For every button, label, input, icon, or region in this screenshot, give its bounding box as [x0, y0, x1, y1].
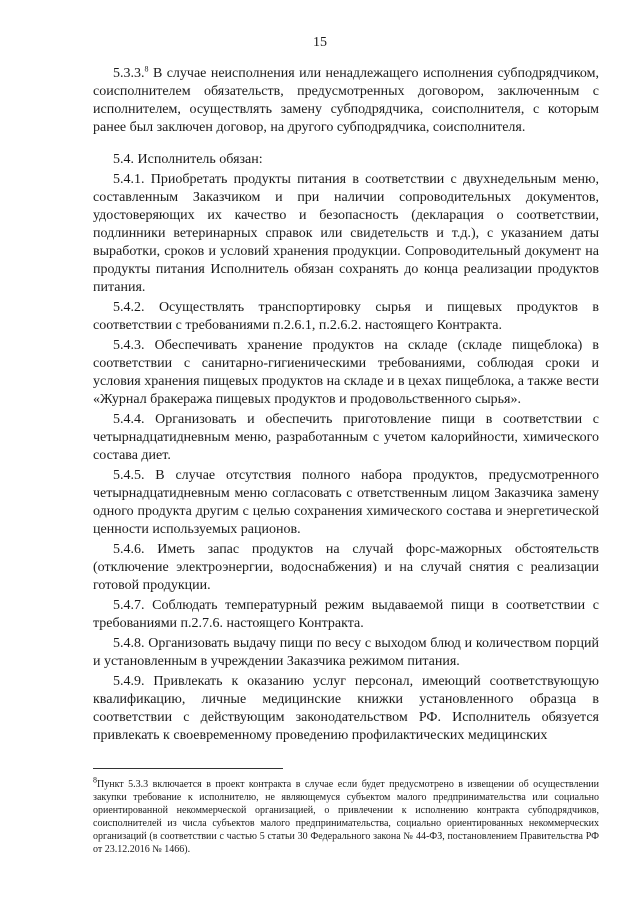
clause-5-4-3: 5.4.3. Обеспечивать хранение продуктов на складе (складе пищеблока) в соответствии с санитарно-гигиеническими требованиями, соблюдая сроки и условия хранения пищевых продуктов на складе и в цехах пищеблока, а также вести «Журнал бракеража пищевых продуктов и продовольственного сырья». — [93, 338, 599, 407]
footnote-mark: 8 — [93, 775, 97, 785]
clause-5-4-4: 5.4.4. Организовать и обеспечить приготовление пищи в соответствии с четырнадцатидневным меню, разработанным с учетом калорийности, химического состава диет. — [93, 412, 599, 463]
footnote — [93, 775, 599, 856]
clause-5-3-3 — [93, 65, 599, 137]
page-number: 15 — [313, 35, 327, 50]
clause-5-4-7: 5.4.7. Соблюдать температурный режим выдаваемой пищи в соответствии с требованиями п.2.7.6. настоящего Контракта. — [93, 598, 599, 631]
clause-5-4-9: 5.4.9. Привлекать к оказанию услуг персонал, имеющий соответствующую квалификацию, личные медицинские книжки установленного образца в соответствии с действующим законодательством РФ. Исполнитель обязуется привлекать к своевременному проведению профилактических медицинских — [93, 674, 599, 743]
paragraph-gap — [93, 137, 599, 151]
clause-text: В случае неисполнения или ненадлежащего исполнения субподрядчиком, соисполнителем обязательств, предусмотренных договором, заключенным с исполнителем, осуществлять замену субподрядчика, соисполнителя, с которым ранее был заключен договор, на другого субподрядчика, соисполнителя. — [93, 66, 599, 135]
footnote-text: Пункт 5.3.3 включается в проект контракта в случае если будет предусмотрено в извещении об осуществлении закупки требование к исполнителю, не являющемуся субъектом малого предпринимательства или социально ориентированной некоммерческой организацией, о привлечении к исполнению контракта субподрядчиков, соисполнителей из числа субъектов малого предпринимательства, социально ориентированных некоммерческих организаций (в соответствии с частью 5 статьи 30 Федерального закона № 44-ФЗ, постановлением Правительства РФ от 23.12.2016 № 1466). — [93, 779, 599, 855]
clause-5-4-8: 5.4.8. Организовать выдачу пищи по весу с выходом блюд и количеством порций и установленным в учреждении Заказчика режимом питания. — [93, 636, 599, 669]
clause-5-4-2: 5.4.2. Осуществлять транспортировку сырья и пищевых продуктов в соответствии с требованиями п.2.6.1, п.2.6.2. настоящего Контракта. — [93, 300, 599, 333]
clause-5-4-6: 5.4.6. Иметь запас продуктов на случай форс-мажорных обстоятельств (отключение электроэнергии, водоснабжения) и на случай снятия с реализации готовой продукции. — [93, 542, 599, 593]
page-body — [93, 65, 599, 745]
clause-5-4-5: 5.4.5. В случае отсутствия полного набора продуктов, предусмотренного четырнадцатидневным меню согласовать с ответственным лицом Заказчика замену одного продукта другим с целью сохранения химического состава и энергетической ценности используемых рационов. — [93, 468, 599, 537]
footnote-reference: 8 — [144, 64, 149, 74]
clause-5-4-1: 5.4.1. Приобретать продукты питания в соответствии с двухнедельным меню, составленным Заказчиком и при наличии сопроводительных документов, удостоверяющих их качество и безопасность (декларация о соответствии, подлинники ветеринарных справок или свидетельств и т.д.), с указанием даты выработки, сроков и условий хранения продукции. Сопроводительный документ на продукты питания Исполнитель обязан сохранять до конца реализации продуктов питания. — [93, 172, 599, 295]
clause-number: 5.3.3. — [113, 66, 145, 81]
footnote-separator — [93, 768, 283, 769]
section-heading: 5.4. Исполнитель обязан: — [113, 152, 263, 167]
